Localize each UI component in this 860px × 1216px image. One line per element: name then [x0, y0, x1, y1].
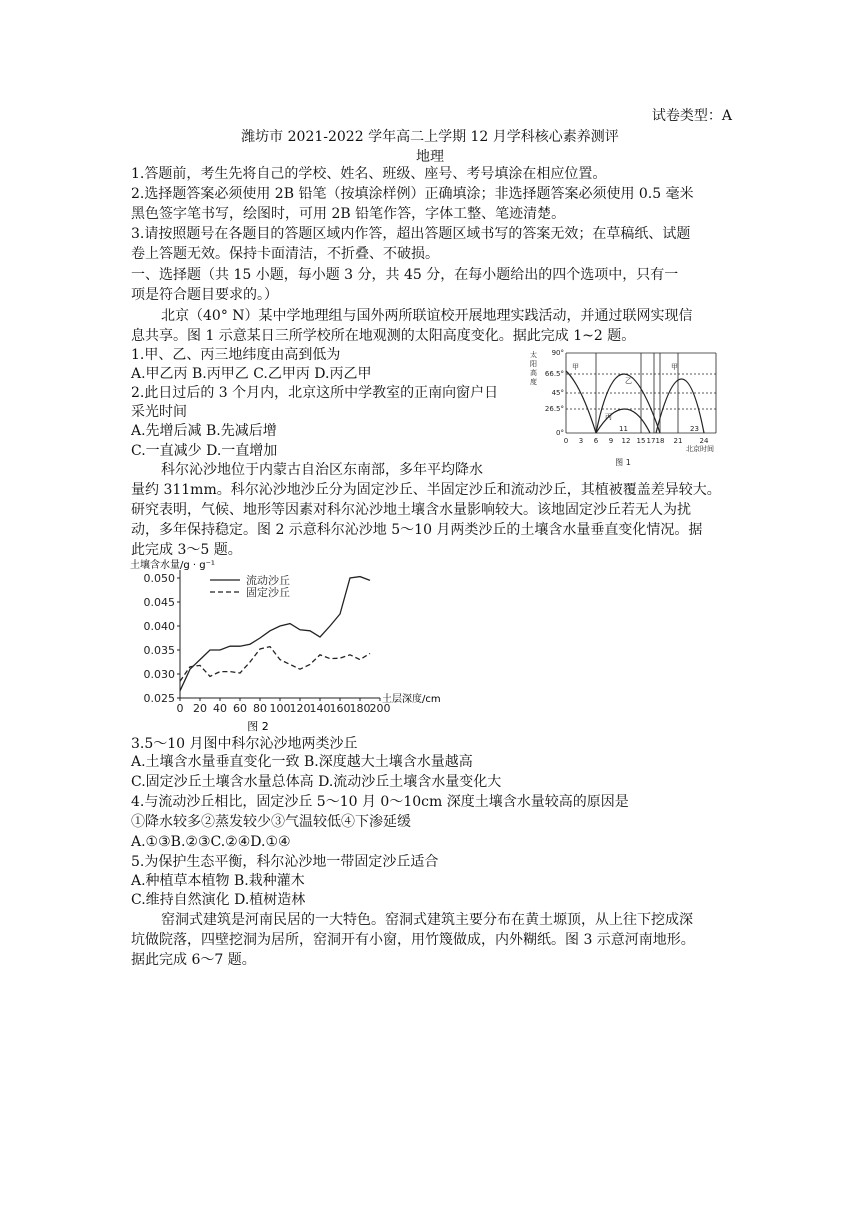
exam-title: 潍坊市 2021-2022 学年高二上学期 12 月学科核心素养测评 [241, 129, 619, 145]
fig2-xtick-label: 160 [329, 702, 351, 715]
fig2-ytick-label: 0.025 [143, 692, 175, 705]
q4-items: ①降水较多②蒸发较少③气温较低④下渗延缓 [131, 814, 411, 830]
instruction-1: 1.答题前，考生先将自己的学校、姓名、班级、座号、考号填涂在相应位置。 [131, 166, 607, 182]
fig2-xtick-label: 20 [193, 702, 207, 715]
exam-subject: 地理 [416, 149, 444, 165]
passage1-line2: 息共享。图 1 示意某日三所学校所在地观测的太阳高度变化。据此完成 1~2 题。 [131, 328, 636, 344]
fig1-xtick-6: 6 [593, 437, 599, 445]
fig1-xlabel: 北京时间 [686, 445, 714, 453]
fig1-point-11: 11 [619, 425, 628, 433]
fig1-xtick-3: 3 [578, 437, 584, 445]
fig1-xtick-24: 24 [699, 437, 709, 445]
passage2-line5: 此完成 3～5 题。 [131, 542, 242, 558]
fig2-legend-label-2: 固定沙丘 [246, 586, 290, 599]
fig2-ytick-label: 0.030 [143, 668, 175, 681]
q1-stem: 1.甲、乙、丙三地纬度由高到低为 [131, 347, 341, 363]
exam-type: 试卷类型：A [651, 108, 732, 124]
fig2-xtick-label: 180 [349, 702, 371, 715]
q5-options-2: C.维持自然演化 D.植树造林 [131, 892, 306, 908]
fig1-xtick-18: 18 [655, 437, 665, 445]
q2-stem-cont: 采光时间 [131, 404, 187, 420]
fig2-ytick-label: 0.035 [143, 644, 175, 657]
fig2-ylabel: 土壤含水量/g · g⁻¹ [130, 560, 215, 571]
passage2-line2: 量约 311mm。科尔沁沙地沙丘分为固定沙丘、半固定沙丘和流动沙丘，其植被覆盖差异较大。 [131, 482, 721, 498]
fig1-xtick-0: 0 [563, 437, 569, 445]
q3-options-2: C.固定沙丘土壤含水量总体高 D.流动沙丘土壤含水量变化大 [131, 774, 502, 790]
q1-options: A.甲乙丙 B.丙甲乙 C.乙甲丙 D.丙乙甲 [131, 366, 372, 382]
fig1-ylabel-4: 度 [530, 378, 537, 386]
fig2-xtick-label: 120 [289, 702, 311, 715]
fig1-xtick-15: 15 [636, 437, 646, 445]
passage2-line4: 动，多年保持稳定。图 2 示意科尔沁沙地 5～10 月两类沙丘的土壤含水量垂直变化情况。据 [131, 522, 703, 538]
fig2-xtick-label: 140 [309, 702, 331, 715]
instruction-2: 2.选择题答案必须使用 2B 铅笔（按填涂样例）正确填涂；非选择题答案必须使用 0.5 毫米 [131, 186, 694, 202]
fig1-label-jia2: 甲 [671, 363, 678, 371]
fig2-xtick-label: 100 [269, 702, 291, 715]
q5-options-1: A.种植草本植物 B.栽种灌木 [131, 873, 305, 889]
fig1-ytick-90: 90° [551, 349, 564, 357]
fig2-ytick-label: 0.045 [143, 596, 175, 609]
fig1-label-jia: 甲 [572, 363, 579, 371]
instruction-2b: 黑色签字笔书写，绘图时，可用 2B 铅笔作答，字体工整、笔迹清楚。 [131, 206, 566, 222]
q4-stem: 4.与流动沙丘相比，固定沙丘 5～10 月 0～10cm 深度土壤含水量较高的原因是 [131, 794, 629, 810]
fig2-xtick-label: 40 [213, 702, 227, 715]
fig2-xtick-label: 80 [253, 702, 267, 715]
fig1-ytick-45: 45° [551, 389, 564, 397]
fig2-ytick-label: 0.050 [143, 572, 175, 585]
q3-options-1: A.土壤含水量垂直变化一致 B.深度越大土壤含水量越高 [131, 754, 473, 770]
section-heading-cont: 项是符合题目要求的。） [131, 287, 278, 303]
section-heading: 一、选择题（共 15 小题，每小题 3 分，共 45 分，在每小题给出的四个选项中，只有一 [131, 267, 679, 283]
passage3-line1: 窑洞式建筑是河南民居的一大特色。窑洞式建筑主要分布在黄土塬顶，从上往下挖成深 [161, 912, 693, 928]
figure-1 [528, 345, 728, 470]
fig2-legend-label-1: 流动沙丘 [246, 574, 290, 587]
fig2-xtick-label: 200 [369, 702, 391, 715]
fig1-ytick-26: 26.5° [544, 405, 564, 413]
fig1-ylabel-3: 高 [530, 369, 537, 377]
passage3-line3: 据此完成 6～7 题。 [131, 952, 256, 968]
q4-options: A.①③B.②③C.②④D.①④ [131, 834, 291, 850]
fig1-xtick-12: 12 [621, 437, 631, 445]
fig2-xlabel: 土层深度/cm [382, 694, 441, 705]
fig1-label-bing: 丙 [605, 413, 612, 421]
fig1-xtick-21: 21 [673, 437, 683, 445]
fig1-label-yi: 乙 [625, 377, 632, 385]
instruction-3: 3.请按照题号在各题目的答题区域内作答，超出答题区域书写的答案无效；在草稿纸、试题 [131, 226, 691, 242]
q2-options-1: A.先增后减 B.先减后增 [131, 423, 277, 439]
fig2-caption: 图 2 [247, 720, 269, 733]
fig2-xtick-label: 0 [176, 702, 184, 715]
q2-stem: 2.此日过后的 3 个月内，北京这所中学教室的正南向窗户日 [131, 385, 499, 401]
fig1-ylabel-1: 太 [530, 351, 537, 359]
fig1-xtick-17: 17 [646, 437, 656, 445]
q5-stem: 5.为保护生态平衡，科尔沁沙地一带固定沙丘适合 [131, 854, 439, 870]
fig2-ytick-label: 0.040 [143, 620, 175, 633]
fig1-ylabel-2: 阳 [530, 360, 537, 368]
instruction-3b: 卷上答题无效。保持卡面清洁，不折叠、不破损。 [131, 246, 439, 262]
fig1-point-23: 23 [690, 425, 699, 433]
fig1-xtick-9: 9 [608, 437, 614, 445]
passage3-line2: 坑做院落，四壁挖洞为居所，窑洞开有小窗，用竹篾做成，内外糊纸。图 3 示意河南地形。 [131, 932, 695, 948]
fig2-xtick-label: 60 [233, 702, 247, 715]
figure-2-chart [128, 556, 441, 736]
fig1-ytick-0: 0° [556, 429, 564, 437]
passage2-line3: 研究表明，气候、地形等因素对科尔沁沙地土壤含水量影响较大。该地固定沙丘若无人为扰 [131, 502, 691, 518]
passage1-line1: 北京（40° N）某中学地理组与国外两所联谊校开展地理实践活动，并通过联网实现信 [161, 308, 693, 324]
fig1-ytick-66: 66.5° [544, 370, 564, 378]
q3-stem: 3.5～10 月图中科尔沁沙地两类沙丘 [131, 736, 358, 752]
q2-options-2: C.一直减少 D.一直增加 [131, 443, 278, 459]
passage2-line1: 科尔沁沙地位于内蒙古自治区东南部，多年平均降水 [161, 462, 483, 478]
fig1-caption: 图 1 [615, 458, 631, 467]
fig1-curve-jia [566, 371, 596, 433]
